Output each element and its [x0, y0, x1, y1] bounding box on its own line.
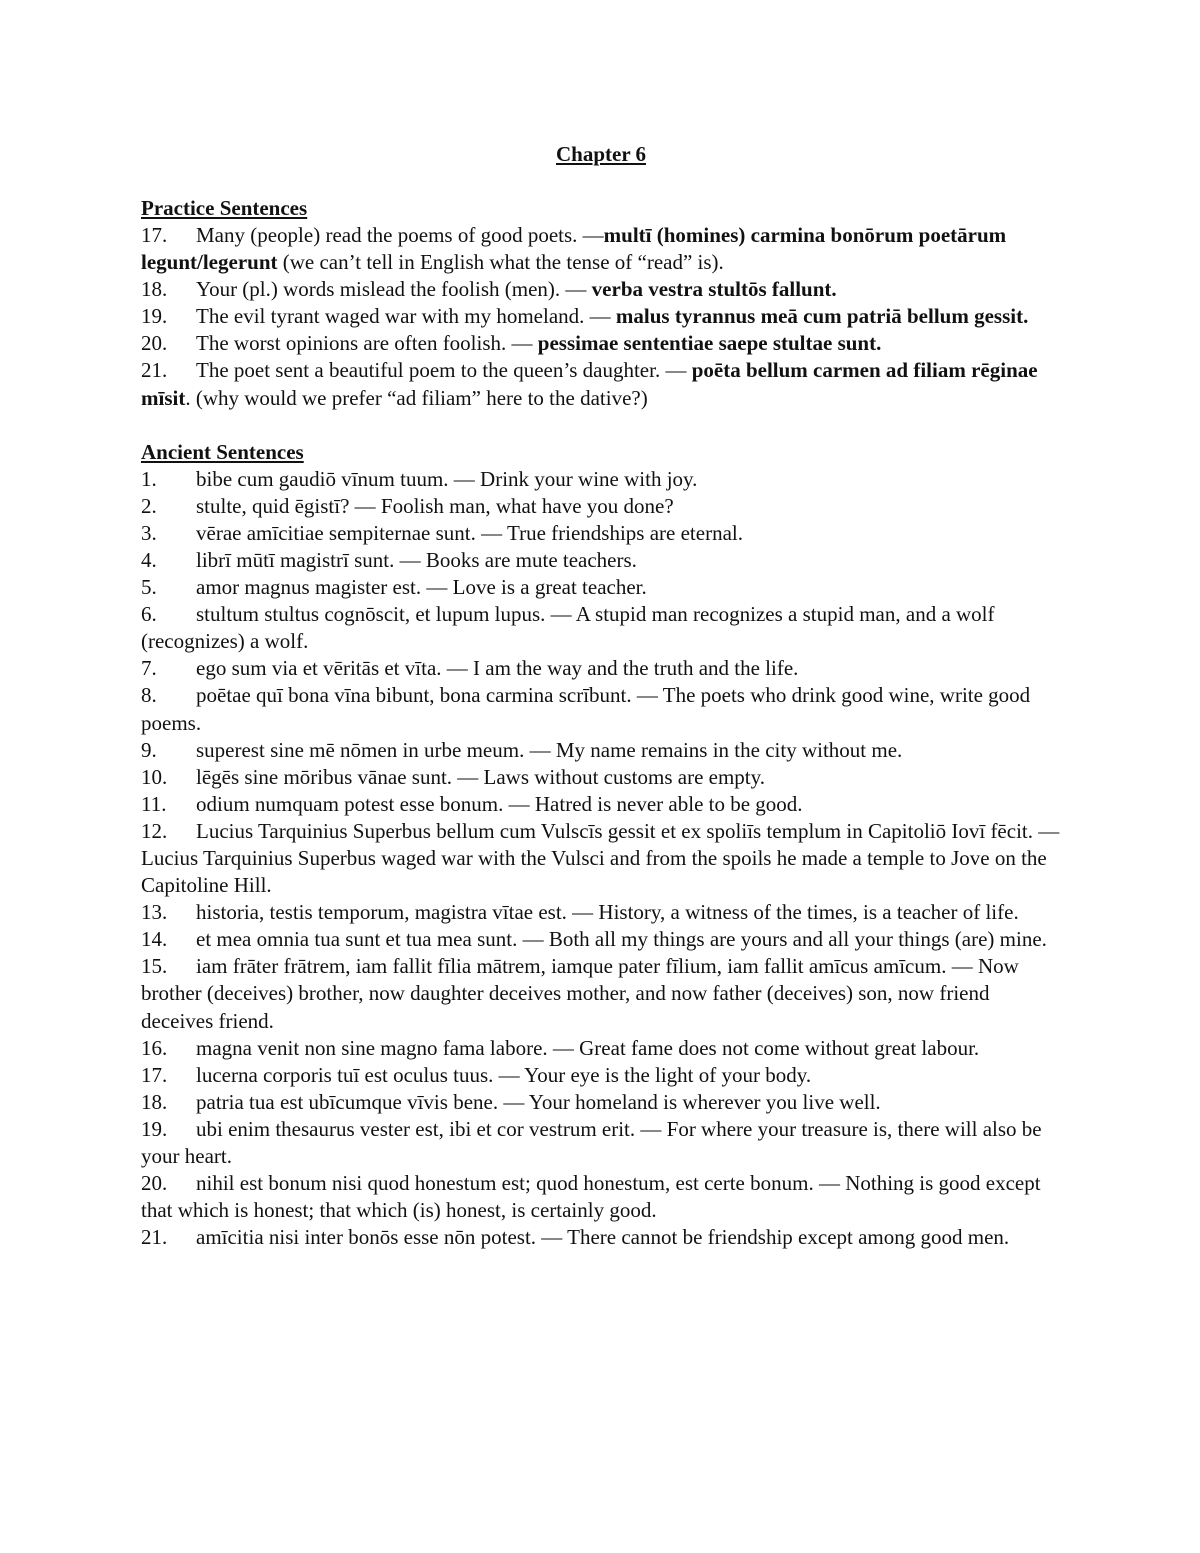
ancient-sentence [141, 1170, 1061, 1224]
sentence-text: historia, testis temporum, magistra vītae est. — History, a witness of the times, is a teacher of life. [196, 900, 1019, 925]
sentence-text: ego sum via et vēritās et vīta. — I am the way and the truth and the life. [196, 656, 799, 681]
ancient-sentence [141, 574, 1061, 601]
sentence-number: 21. [141, 358, 168, 383]
page-title: Chapter 6 [555, 142, 647, 166]
ancient-sentence [141, 791, 1061, 818]
sentence-number: 15. [141, 954, 168, 979]
practice-sentence [141, 303, 1061, 330]
ancient-sentence [141, 655, 1061, 682]
sentence-text: amīcitia nisi inter bonōs esse nōn potest. — There cannot be friendship except among good men. [196, 1225, 1010, 1250]
ancient-sentence [141, 818, 1061, 899]
ancient-heading: Ancient Sentences [141, 439, 304, 464]
ancient-sentence [141, 520, 1061, 547]
ancient-sentence [141, 764, 1061, 791]
document-page [141, 141, 1061, 1251]
english-sentence: Many (people) read the poems of good poets. — [196, 223, 604, 247]
ancient-sentence [141, 1035, 1061, 1062]
sentence-number: 11. [141, 791, 167, 816]
sentence-text: stultum stultus cognōscit, et lupum lupus. — A stupid man recognizes a stupid man, and a wolf (recognizes) a wolf. [141, 602, 995, 654]
sentence-text: stulte, quid ēgistī? — Foolish man, what have you done? [196, 493, 674, 518]
ancient-sentence [141, 953, 1061, 1034]
sentence-number: 10. [141, 764, 168, 789]
practice-sentence [141, 276, 1061, 303]
sentence-number: 1. [141, 466, 157, 491]
sentence-number: 17. [141, 223, 168, 247]
ancient-sentence [141, 1224, 1061, 1251]
sentence-text: lucerna corporis tuī est oculus tuus. — Your eye is the light of your body. [196, 1062, 812, 1087]
sentence-number: 4. [141, 547, 157, 572]
sentence-text: et mea omnia tua sunt et tua mea sunt. — Both all my things are yours and all your things (are) mine. [196, 927, 1047, 952]
english-sentence: Your (pl.) words mislead the foolish (men). — [196, 277, 592, 302]
practice-sentence [141, 330, 1061, 357]
english-sentence: The evil tyrant waged war with my homeland. — [196, 304, 616, 329]
practice-sentence-list [141, 222, 1061, 412]
ancient-sentence-list [141, 466, 1061, 1252]
ancient-sentence [141, 1116, 1061, 1170]
sentence-number: 7. [141, 656, 157, 681]
sentence-text: magna venit non sine magno fama labore. — Great fame does not come without great labour. [196, 1035, 980, 1060]
sentence-number: 8. [141, 683, 157, 708]
latin-translation: multī (homines) carmina bonōrum poetārum legunt/legerunt [141, 223, 1007, 275]
sentence-text: amor magnus magister est. — Love is a great teacher. [196, 575, 647, 600]
sentence-text: nihil est bonum nisi quod honestum est; quod honestum, est certe bonum. — Nothing is good except that which is honest; that which (is) honest, is certainly good. [141, 1171, 1041, 1223]
sentence-number: 5. [141, 575, 157, 600]
sentence-text: ubi enim thesaurus vester est, ibi et cor vestrum erit. — For where your treasure is, there will also be your heart. [141, 1116, 1042, 1168]
practice-sentence [141, 222, 1061, 276]
sentence-number: 2. [141, 493, 157, 518]
ancient-sentence [141, 1062, 1061, 1089]
ancient-sentence [141, 1089, 1061, 1116]
sentence-number: 19. [141, 304, 168, 329]
ancient-sentence [141, 493, 1061, 520]
english-sentence: The poet sent a beautiful poem to the queen’s daughter. — [196, 358, 692, 383]
sentence-number: 20. [141, 331, 168, 356]
sentence-number: 3. [141, 520, 157, 545]
section-spacer [141, 412, 1061, 439]
latin-translation: pessimae sententiae saepe stultae sunt. [537, 331, 882, 356]
sentence-text: bibe cum gaudiō vīnum tuum. — Drink your wine with joy. [196, 466, 698, 491]
sentence-number: 18. [141, 277, 168, 302]
practice-heading: Practice Sentences [141, 196, 308, 220]
ancient-sentence [141, 547, 1061, 574]
sentence-number: 19. [141, 1116, 168, 1141]
latin-translation: malus tyrannus meā cum patriā bellum gessit. [615, 304, 1029, 329]
practice-sentence [141, 357, 1061, 411]
sentence-number: 16. [141, 1035, 168, 1060]
latin-translation: poēta bellum carmen ad filiam rēginae mīsit [141, 358, 1038, 410]
sentence-text: lēgēs sine mōribus vānae sunt. — Laws without customs are empty. [196, 764, 766, 789]
ancient-sentence [141, 737, 1061, 764]
ancient-sentence [141, 682, 1061, 736]
sentence-number: 21. [141, 1225, 168, 1250]
sentence-text: librī mūtī magistrī sunt. — Books are mute teachers. [196, 547, 637, 572]
translation-note: . (why would we prefer “ad filiam” here to the dative?) [185, 385, 648, 410]
sentence-text: poētae quī bona vīna bibunt, bona carmina scrībunt. — The poets who drink good wine, write good poems. [141, 683, 1031, 735]
sentence-text: vērae amīcitiae sempiternae sunt. — True friendships are eternal. [196, 520, 743, 545]
sentence-text: iam frāter frātrem, iam fallit fīlia mātrem, iamque pater fīlium, iam fallit amīcus amīcum. — Now brother (deceives) brother, now daughter deceives mother, and now father (deceives) son, now friend deceives friend. [141, 954, 1019, 1033]
english-sentence: The worst opinions are often foolish. — [196, 331, 538, 356]
sentence-number: 12. [141, 818, 168, 843]
sentence-number: 14. [141, 927, 168, 952]
sentence-number: 20. [141, 1171, 168, 1196]
sentence-number: 13. [141, 900, 168, 925]
sentence-text: odium numquam potest esse bonum. — Hatred is never able to be good. [196, 791, 803, 816]
sentence-text: Lucius Tarquinius Superbus bellum cum Vulscīs gessit et ex spoliīs templum in Capitoliō Iovī fēcit. — Lucius Tarquinius Superbus waged war with the Vulsci and from the spoils he made a temple to Jove on the Capitoline Hill. [141, 818, 1060, 898]
sentence-number: 17. [141, 1062, 168, 1087]
sentence-text: patria tua est ubīcumque vīvis bene. — Your homeland is wherever you live well. [196, 1089, 881, 1114]
sentence-text: superest sine mē nōmen in urbe meum. — My name remains in the city without me. [196, 737, 903, 762]
sentence-number: 9. [141, 737, 157, 762]
ancient-sentence [141, 926, 1061, 953]
ancient-sentence [141, 466, 1061, 493]
ancient-sentence [141, 899, 1061, 926]
latin-translation: verba vestra stultōs fallunt. [591, 277, 837, 302]
sentence-number: 18. [141, 1089, 168, 1114]
translation-note: (we can’t tell in English what the tense of “read” is). [277, 250, 724, 275]
ancient-sentence [141, 601, 1061, 655]
sentence-number: 6. [141, 602, 157, 627]
